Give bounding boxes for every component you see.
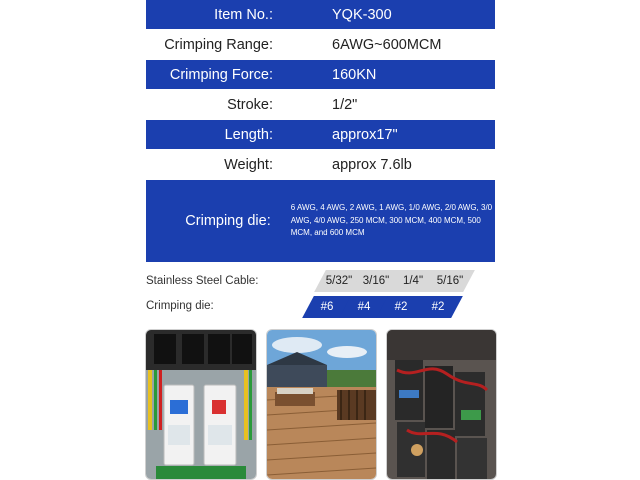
spec-value: 1/2" — [332, 96, 358, 113]
spec-table — [146, 0, 495, 262]
spec-label: Stroke: — [227, 96, 273, 113]
spec-label: Length: — [224, 126, 273, 143]
die-number-cell: #6 — [302, 296, 352, 318]
die-number-cell: #2 — [413, 296, 463, 318]
spec-label: Crimping Range: — [164, 36, 273, 53]
spec-row-crimping-range — [146, 30, 495, 59]
cable-size-cell: 3/16" — [351, 270, 401, 292]
spec-row-crimping-force — [146, 60, 495, 89]
spec-value: approx17" — [332, 126, 398, 143]
spec-value: 160KN — [332, 66, 377, 83]
spec-row-item-no — [146, 0, 495, 29]
spec-row-weight — [146, 150, 495, 179]
die-label: Crimping die: — [146, 300, 214, 312]
cable-size-cell: 5/16" — [425, 270, 475, 292]
cable-size-cell: 1/4" — [388, 270, 438, 292]
spec-row-length — [146, 120, 495, 149]
spec-value: 6AWG~600MCM — [332, 36, 442, 53]
battery-bank-photo — [386, 329, 497, 480]
spec-label: Crimping Force: — [169, 66, 273, 83]
die-number-cell: #4 — [339, 296, 389, 318]
spec-value: 6 AWG, 4 AWG, 2 AWG, 1 AWG, 1/0 AWG, 2/0 AWG, 3/0 AWG, 4/0 AWG, 250 MCM, 300 MCM, 400 MCM, 500 MCM, and 600 MCM — [290, 203, 493, 238]
deck-photo — [266, 329, 377, 480]
cable-size-cell: 5/32" — [314, 270, 364, 292]
spec-row-stroke — [146, 90, 495, 119]
die-number-cell: #2 — [376, 296, 426, 318]
spec-label: Item No.: — [214, 6, 273, 23]
spec-label: Weight: — [224, 156, 273, 173]
cable-label: Stainless Steel Cable: — [146, 275, 259, 287]
spec-label: Crimping die: — [185, 213, 271, 229]
spec-row-crimping-die — [146, 180, 495, 262]
spec-value: approx 7.6lb — [332, 156, 412, 173]
electrical-panel-photo — [145, 329, 257, 480]
spec-value: YQK-300 — [332, 6, 392, 23]
